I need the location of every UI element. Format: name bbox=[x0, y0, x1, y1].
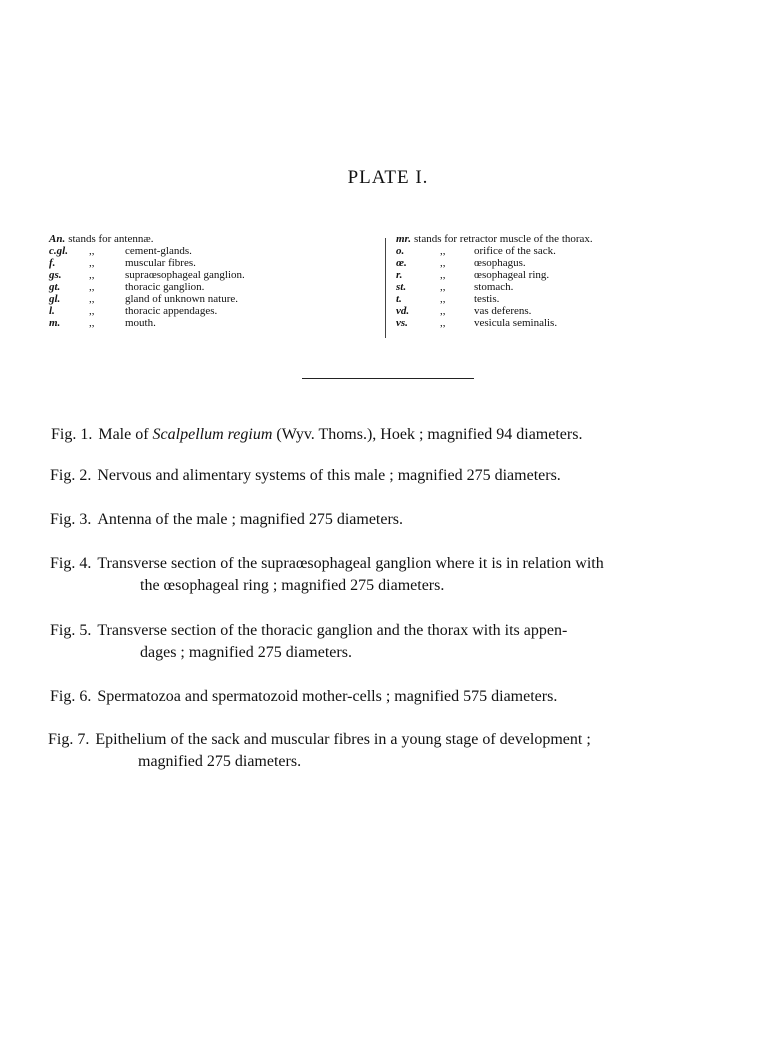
legend-ditto: ,, bbox=[440, 293, 446, 305]
legend-abbr: gt. bbox=[49, 281, 61, 293]
figure-label: Fig. 3. bbox=[50, 511, 92, 528]
legend-head-text: stands for retractor muscle of the thorax. bbox=[413, 233, 593, 245]
caption-text: Spermatozoa and spermatozoid mother-cells ; magnified 575 diameters. bbox=[97, 688, 558, 705]
caption-text: (Wyv. Thoms.), Hoek ; magnified 94 diameters. bbox=[272, 426, 583, 443]
figure-caption-6 bbox=[50, 686, 557, 707]
figure-caption-3 bbox=[50, 509, 403, 530]
legend-definition: thoracic ganglion. bbox=[125, 281, 205, 293]
legend-definition: supraœsophageal ganglion. bbox=[125, 269, 245, 281]
legend-ditto: ,, bbox=[440, 257, 446, 269]
legend-ditto: ,, bbox=[89, 317, 95, 329]
legend-abbr: st. bbox=[396, 281, 407, 293]
figure-label: Fig. 5. bbox=[50, 622, 92, 639]
legend-right-row bbox=[396, 269, 593, 281]
caption-continuation: magnified 275 diameters. bbox=[138, 753, 302, 770]
legend-definition: muscular fibres. bbox=[125, 257, 196, 269]
legend-right bbox=[396, 233, 593, 329]
legend-definition: vesicula seminalis. bbox=[474, 317, 558, 329]
legend-left-row bbox=[49, 257, 245, 269]
legend-right-row bbox=[396, 245, 593, 257]
plate-title: PLATE I. bbox=[347, 167, 429, 188]
legend-right-row bbox=[396, 293, 593, 305]
legend-abbr: vs. bbox=[396, 317, 408, 329]
legend-right-row bbox=[396, 281, 593, 293]
legend-abbr: œ. bbox=[396, 257, 407, 269]
legend-abbr: vd. bbox=[396, 305, 410, 317]
legend-ditto: ,, bbox=[89, 269, 95, 281]
legend-ditto: ,, bbox=[89, 281, 95, 293]
legend-ditto: ,, bbox=[440, 305, 446, 317]
legend-abbr: mr. bbox=[396, 233, 411, 245]
legend-abbr: o. bbox=[396, 245, 405, 257]
legend-definition: mouth. bbox=[125, 317, 156, 329]
legend-ditto: ,, bbox=[89, 257, 95, 269]
caption-continuation: dages ; magnified 275 diameters. bbox=[140, 644, 352, 661]
legend-definition: thoracic appendages. bbox=[125, 305, 218, 317]
legend-ditto: ,, bbox=[89, 293, 95, 305]
legend-abbr: r. bbox=[396, 269, 403, 281]
species-name: Scalpellum regium bbox=[152, 426, 273, 443]
legend-ditto: ,, bbox=[440, 245, 446, 257]
legend-left-head bbox=[49, 233, 245, 245]
legend-definition: gland of unknown nature. bbox=[125, 293, 239, 305]
figure-label: Fig. 1. bbox=[51, 426, 93, 443]
legend-left-row bbox=[49, 305, 245, 317]
figure-label: Fig. 7. bbox=[48, 731, 90, 748]
legend-definition: orifice of the sack. bbox=[474, 245, 556, 257]
legend-definition: œsophageal ring. bbox=[474, 269, 550, 281]
legend-abbr: gl. bbox=[49, 293, 61, 305]
caption-text: Nervous and alimentary systems of this male ; magnified 275 diameters. bbox=[97, 467, 561, 484]
legend-left-row bbox=[49, 317, 245, 329]
legend-left bbox=[49, 233, 245, 329]
figure-label: Fig. 6. bbox=[50, 688, 92, 705]
legend-right-row bbox=[396, 317, 593, 329]
caption-text: Epithelium of the sack and muscular fibres in a young stage of development ; bbox=[95, 731, 591, 748]
legend-ditto: ,, bbox=[440, 269, 446, 281]
legend-abbr: c.gl. bbox=[49, 245, 68, 257]
caption-text: Transverse section of the thoracic ganglion and the thorax with its appen- bbox=[97, 622, 568, 639]
caption-text: Transverse section of the supraœsophageal ganglion where it is in relation with bbox=[97, 555, 604, 572]
figure-caption-1 bbox=[51, 424, 582, 445]
legend-ditto: ,, bbox=[89, 305, 95, 317]
legend-abbr: f. bbox=[49, 257, 56, 269]
legend-definition: œsophagus. bbox=[474, 257, 526, 269]
figure-caption-4 bbox=[50, 553, 604, 597]
figure-caption-2 bbox=[50, 465, 561, 486]
legend-abbr: gs. bbox=[49, 269, 62, 281]
legend-ditto: ,, bbox=[440, 317, 446, 329]
legend-left-row bbox=[49, 293, 245, 305]
figure-label: Fig. 4. bbox=[50, 555, 92, 572]
legend-left-row bbox=[49, 269, 245, 281]
caption-text: Antenna of the male ; magnified 275 diameters. bbox=[97, 511, 404, 528]
legend-divider bbox=[385, 238, 386, 338]
figure-caption-5 bbox=[50, 620, 567, 664]
figure-caption-7 bbox=[48, 729, 591, 773]
caption-continuation: the œsophageal ring ; magnified 275 diameters. bbox=[140, 577, 445, 594]
legend-ditto: ,, bbox=[89, 245, 95, 257]
section-rule bbox=[302, 378, 474, 379]
legend-abbr: l. bbox=[49, 305, 55, 317]
legend-definition: cement-glands. bbox=[125, 245, 192, 257]
legend-abbr: An. bbox=[49, 233, 66, 245]
legend-abbr: m. bbox=[49, 317, 61, 329]
legend-left-row bbox=[49, 245, 245, 257]
legend-ditto: ,, bbox=[440, 281, 446, 293]
legend-definition: testis. bbox=[474, 293, 500, 305]
caption-text: Male of bbox=[98, 426, 153, 443]
legend-abbr: t. bbox=[396, 293, 402, 305]
legend-head-text: stands for antennæ. bbox=[68, 233, 154, 245]
legend-definition: vas deferens. bbox=[474, 305, 532, 317]
figure-label: Fig. 2. bbox=[50, 467, 92, 484]
legend-definition: stomach. bbox=[474, 281, 514, 293]
legend-right-head bbox=[396, 233, 593, 245]
legend-left-row bbox=[49, 281, 245, 293]
legend-right-row bbox=[396, 257, 593, 269]
legend-right-row bbox=[396, 305, 593, 317]
